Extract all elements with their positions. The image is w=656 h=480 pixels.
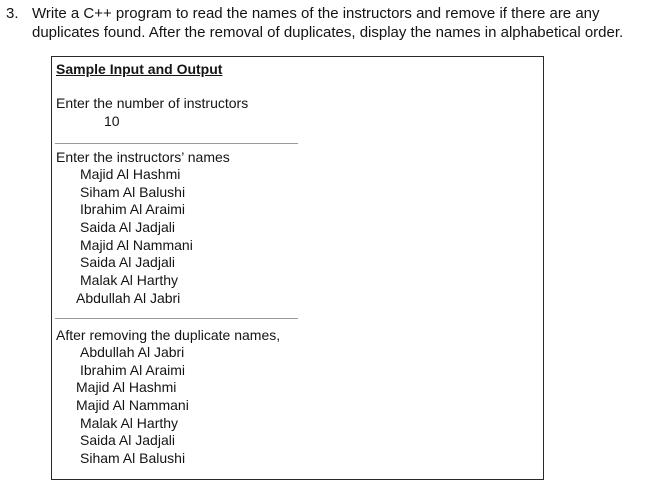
input-name: Majid Al Nammani xyxy=(80,236,193,253)
output-name: Malak Al Harthy xyxy=(80,414,179,431)
result-prompt: After removing the duplicate names, xyxy=(56,327,281,343)
output-name: Majid Al Hashmi xyxy=(76,379,177,396)
input-name: Abdullah Al Jabri xyxy=(76,289,181,306)
input-names-list xyxy=(52,166,193,308)
question-text-line-2: duplicates found. After the removal of duplicates, display the names in alphabetical order. xyxy=(32,24,624,41)
question-number: 3. xyxy=(6,5,19,22)
output-names-list xyxy=(52,344,189,468)
sample-io-box xyxy=(51,56,544,480)
count-value: 10 xyxy=(104,113,120,129)
output-name: Saida Al Jadjali xyxy=(80,432,175,449)
input-name: Malak Al Harthy xyxy=(80,272,179,289)
section-divider xyxy=(55,318,298,319)
output-name: Majid Al Nammani xyxy=(76,397,189,414)
input-name: Siham Al Balushi xyxy=(80,183,186,200)
input-name: Majid Al Hashmi xyxy=(80,166,181,182)
output-name: Abdullah Al Jabri xyxy=(80,344,185,360)
names-prompt: Enter the instructors’ names xyxy=(56,149,230,165)
count-prompt: Enter the number of instructors xyxy=(56,95,249,111)
input-name: Saida Al Jadjali xyxy=(80,219,175,236)
input-name: Saida Al Jadjali xyxy=(80,254,175,271)
input-name: Ibrahim Al Araimi xyxy=(80,201,186,218)
output-name: Siham Al Balushi xyxy=(80,450,186,467)
section-divider xyxy=(55,143,298,144)
sample-title: Sample Input and Output xyxy=(56,61,223,77)
output-name: Ibrahim Al Araimi xyxy=(80,361,186,378)
question-text-line-1: Write a C++ program to read the names of the instructors and remove if there are any xyxy=(32,5,600,22)
